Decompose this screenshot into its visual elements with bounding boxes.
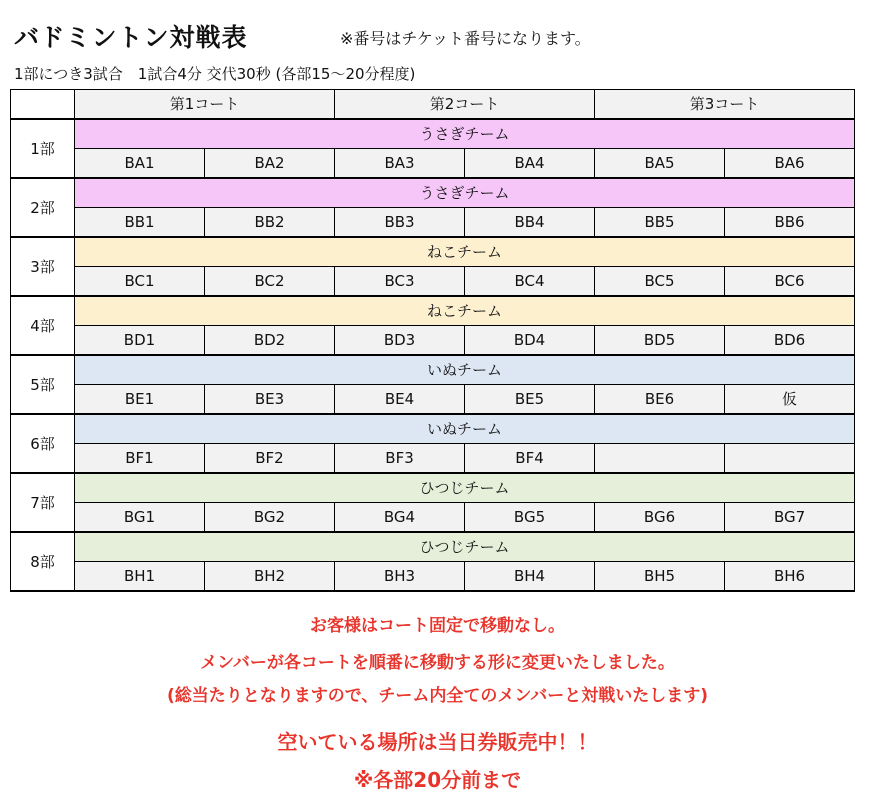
ticket-slot: BG6	[595, 503, 725, 533]
part-label: 6部	[11, 414, 75, 473]
ticket-slot: BA4	[465, 149, 595, 179]
ticket-slot-row	[11, 562, 855, 592]
ticket-slot: BC4	[465, 267, 595, 297]
ticket-slot: BB4	[465, 208, 595, 238]
notice-fixed-court: お客様はコート固定で移動なし。	[310, 616, 565, 636]
ticket-slot: BH2	[205, 562, 335, 592]
ticket-slot: BB3	[335, 208, 465, 238]
ticket-slot: BE1	[75, 385, 205, 415]
part-label: 3部	[11, 237, 75, 296]
ticket-slot: BD3	[335, 326, 465, 356]
part-label: 7部	[11, 473, 75, 532]
ticket-slot: BD5	[595, 326, 725, 356]
ticket-slot: BC6	[725, 267, 855, 297]
notice-walk-in-sales: 空いている場所は当日券販売中！！	[277, 730, 598, 754]
ticket-slot: BC1	[75, 267, 205, 297]
notice-round-robin: (総当たりとなりますので、チーム内全てのメンバーと対戦いたします)	[166, 686, 708, 706]
court-2-header: 第2コート	[335, 90, 595, 120]
part-team-row	[11, 296, 855, 326]
part-team-row	[11, 119, 855, 149]
ticket-slot: BH4	[465, 562, 595, 592]
schedule-subtitle: 1部につき3試合 1試合4分 交代30秒 (各部15～20分程度)	[14, 65, 416, 83]
ticket-slot: BC2	[205, 267, 335, 297]
ticket-slot-row	[11, 444, 855, 474]
notice-deadline: ※各部20分前まで	[353, 768, 522, 792]
page-title: バドミントン対戦表	[14, 23, 248, 52]
ticket-slot: BG1	[75, 503, 205, 533]
ticket-slot: BB1	[75, 208, 205, 238]
team-name-banner: うさぎチーム	[75, 178, 855, 208]
ticket-number-note: ※番号はチケット番号になります。	[340, 29, 591, 48]
ticket-slot: BA5	[595, 149, 725, 179]
ticket-slot: BH3	[335, 562, 465, 592]
ticket-slot: BC5	[595, 267, 725, 297]
match-schedule-table	[10, 89, 855, 592]
part-label: 1部	[11, 119, 75, 178]
part-team-row	[11, 473, 855, 503]
team-name-banner: ねこチーム	[75, 296, 855, 326]
ticket-slot	[595, 444, 725, 474]
ticket-slot: BF4	[465, 444, 595, 474]
part-team-row	[11, 532, 855, 562]
ticket-slot: BH1	[75, 562, 205, 592]
ticket-slot: BA6	[725, 149, 855, 179]
part-label: 5部	[11, 355, 75, 414]
ticket-slot: BF2	[205, 444, 335, 474]
ticket-slot: BA2	[205, 149, 335, 179]
team-name-banner: ひつじチーム	[75, 532, 855, 562]
court-header-row	[11, 90, 855, 120]
corner-cell	[11, 90, 75, 120]
ticket-slot	[725, 444, 855, 474]
ticket-slot: BH6	[725, 562, 855, 592]
part-label: 2部	[11, 178, 75, 237]
part-team-row	[11, 414, 855, 444]
ticket-slot-row	[11, 326, 855, 356]
part-team-row	[11, 355, 855, 385]
ticket-slot: BE3	[205, 385, 335, 415]
notice-member-rotation: メンバーが各コートを順番に移動する形に変更いたしました。	[200, 653, 675, 673]
ticket-slot: BG4	[335, 503, 465, 533]
part-label: 4部	[11, 296, 75, 355]
ticket-slot: BD2	[205, 326, 335, 356]
ticket-slot: BC3	[335, 267, 465, 297]
ticket-slot: 仮	[725, 385, 855, 415]
ticket-slot-row	[11, 385, 855, 415]
ticket-slot: BA3	[335, 149, 465, 179]
ticket-slot: BE6	[595, 385, 725, 415]
ticket-slot: BB5	[595, 208, 725, 238]
court-1-header: 第1コート	[75, 90, 335, 120]
ticket-slot: BA1	[75, 149, 205, 179]
part-label: 8部	[11, 532, 75, 591]
ticket-slot: BE5	[465, 385, 595, 415]
team-name-banner: ひつじチーム	[75, 473, 855, 503]
ticket-slot: BD6	[725, 326, 855, 356]
ticket-slot-row	[11, 267, 855, 297]
team-name-banner: いぬチーム	[75, 355, 855, 385]
ticket-slot: BB6	[725, 208, 855, 238]
part-team-row	[11, 178, 855, 208]
ticket-slot-row	[11, 208, 855, 238]
ticket-slot-row	[11, 503, 855, 533]
ticket-slot: BG2	[205, 503, 335, 533]
ticket-slot: BG5	[465, 503, 595, 533]
ticket-slot: BD1	[75, 326, 205, 356]
ticket-slot: BF3	[335, 444, 465, 474]
ticket-slot: BG7	[725, 503, 855, 533]
ticket-slot: BB2	[205, 208, 335, 238]
ticket-slot: BH5	[595, 562, 725, 592]
ticket-slot: BF1	[75, 444, 205, 474]
ticket-slot-row	[11, 149, 855, 179]
part-team-row	[11, 237, 855, 267]
court-3-header: 第3コート	[595, 90, 855, 120]
team-name-banner: ねこチーム	[75, 237, 855, 267]
team-name-banner: いぬチーム	[75, 414, 855, 444]
ticket-slot: BD4	[465, 326, 595, 356]
ticket-slot: BE4	[335, 385, 465, 415]
team-name-banner: うさぎチーム	[75, 119, 855, 149]
